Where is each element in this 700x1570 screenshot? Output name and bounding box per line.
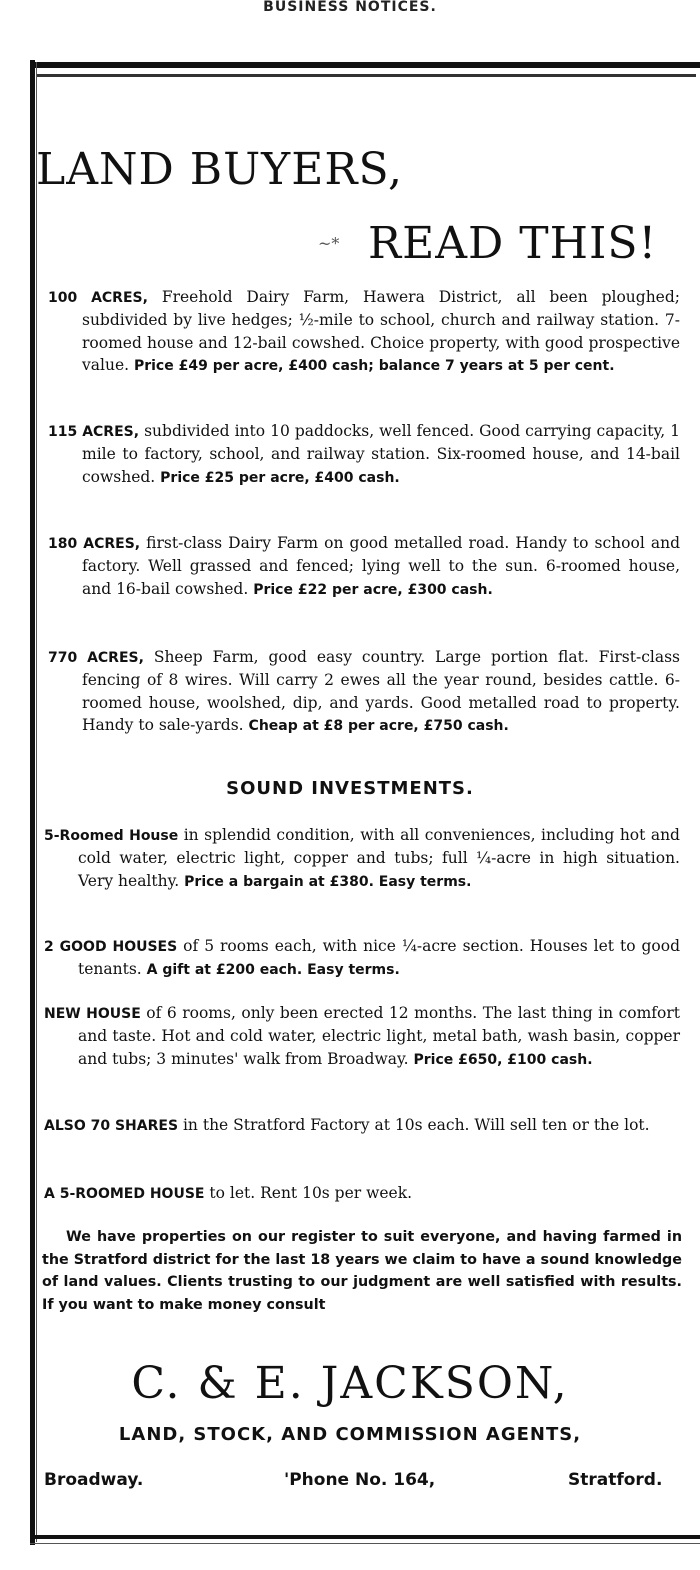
listing-lead: 100 ACRES,: [48, 290, 148, 306]
investment-2-good-houses: [44, 935, 680, 982]
left-border-thin: [36, 62, 37, 1542]
investment-lead: 5-Roomed House: [44, 828, 179, 844]
investment-text: of 6 rooms, only been erected 12 months. The last thing in comfort and taste. Hot and cold water, electric light, metal bath, wash basin, copper and tubs; 3 minutes' walk from Broadway.: [78, 1004, 681, 1068]
top-rule-thin: [36, 74, 696, 77]
firm-name: C. & E. JACKSON,: [131, 1358, 569, 1409]
listing-lead: 180 ACRES,: [48, 536, 141, 552]
investment-text: of 5 rooms each, with nice ¼-acre section. Houses let to good tenants.: [78, 937, 680, 979]
listing-price: Price £22 per acre, £300 cash.: [253, 581, 493, 598]
investment-price: Price a bargain at £380. Easy terms.: [184, 873, 472, 890]
investment-price: Price £650, £100 cash.: [413, 1051, 593, 1068]
firm-tagline: LAND, STOCK, AND COMMISSION AGENTS,: [118, 1424, 582, 1445]
section-header: BUSINESS NOTICES.: [263, 0, 437, 15]
investment-5-roomed-house: [44, 824, 680, 893]
listing-price: Price £49 per acre, £400 cash; balance 7 years at 5 per cent.: [133, 357, 615, 374]
listing-lead: 115 ACRES,: [48, 424, 140, 440]
investment-house-to-let: [44, 1182, 680, 1205]
investment-70-shares: [44, 1114, 680, 1137]
listing-price: Cheap at £8 per acre, £750 cash.: [248, 717, 509, 734]
bottom-rule-thin: [30, 1543, 700, 1544]
listing-100-acres: [48, 286, 680, 377]
listing-lead: 770 ACRES,: [48, 650, 144, 666]
listing-text: Freehold Dairy Farm, Hawera District, all been ploughed; subdivided by live hedges; ½-mile to school, church and railway station. 7-roomed house and 12-bail cowshed. Choice property, with good prospective value.: [82, 288, 680, 374]
left-border: [30, 60, 35, 1545]
top-rule: [30, 62, 700, 68]
investment-text: in splendid condition, with all conveniences, including hot and cold water, electric light, copper and tubs; full ¼-acre in high situation. Very healthy.: [78, 826, 680, 890]
investment-lead: ALSO 70 SHARES: [44, 1118, 179, 1134]
investment-lead: 2 GOOD HOUSES: [44, 939, 178, 955]
sound-investments-heading: SOUND INVESTMENTS.: [226, 778, 474, 799]
phone-number: 'Phone No. 164,: [284, 1470, 436, 1490]
listing-text: subdivided into 10 paddocks, well fenced. Good carrying capacity, 1 mile to factory, school, and railway station. Six-roomed house, and 14-bail cowshed.: [82, 422, 681, 486]
investment-text: in the Stratford Factory at 10s each. Will sell ten or the lot.: [178, 1116, 650, 1134]
investment-lead: A 5-ROOMED HOUSE: [44, 1186, 205, 1202]
address-broadway: Broadway.: [44, 1470, 144, 1490]
headline-land-buyers: LAND BUYERS,: [36, 144, 404, 195]
listing-770-acres: [48, 646, 680, 737]
headline-read-this: READ THIS!: [368, 218, 658, 269]
investment-lead: NEW HOUSE: [44, 1006, 141, 1022]
ornament-mark: ~*: [318, 234, 340, 253]
listing-text: Sheep Farm, good easy country. Large portion flat. First-class fencing of 8 wires. Will carry 2 ewes all the year round, besides cattle. 6-roomed house, woolshed, dip, and yards. Good metalled road to property. Handy to sale-yards.: [82, 648, 681, 734]
listing-115-acres: [48, 420, 680, 489]
listing-price: Price £25 per acre, £400 cash.: [160, 469, 400, 486]
bottom-rule: [30, 1535, 700, 1539]
investment-text: to let. Rent 10s per week.: [204, 1184, 413, 1202]
address-stratford: Stratford.: [568, 1470, 663, 1490]
listing-180-acres: [48, 532, 680, 601]
investment-price: A gift at £200 each. Easy terms.: [146, 962, 400, 979]
investment-new-house: [44, 1002, 680, 1071]
closing-paragraph: We have properties on our register to suit everyone, and having farmed in the Stratford district for the last 18 years we claim to have a sound knowledge of land values. Clients trusting to our judgment are well satisfied with results. If you want to make money consult: [42, 1229, 682, 1313]
listing-text: first-class Dairy Farm on good metalled road. Handy to school and factory. Well grassed and fenced; lying well to the sun. 6-roomed house, and 16-bail cowshed.: [82, 534, 680, 598]
